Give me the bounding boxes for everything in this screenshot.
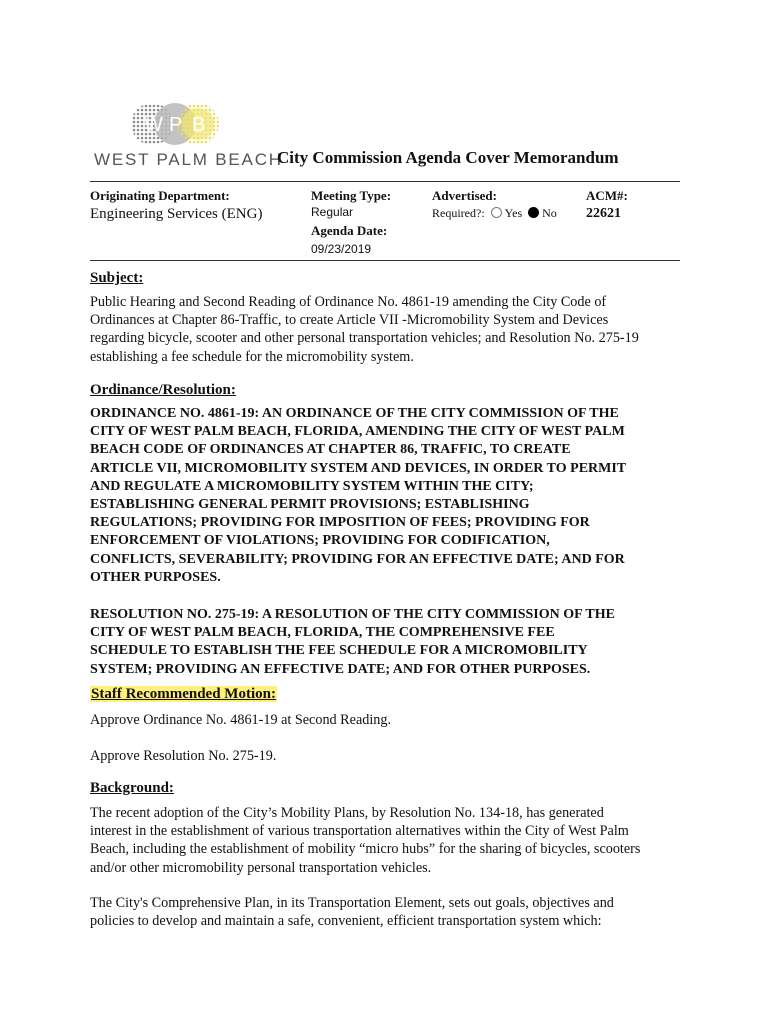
resolution-line: SYSTEM; PROVIDING AN EFFECTIVE DATE; AND FOR OTHER PURPOSES. bbox=[90, 661, 591, 677]
subject-line: Ordinances at Chapter 86-Traffic, to create Article VII -Micromobility System and Devices bbox=[90, 312, 609, 329]
background-line: The recent adoption of the City’s Mobility Plans, by Resolution No. 134-18, has generated bbox=[90, 805, 604, 821]
subject-line: Public Hearing and Second Reading of Ordinance No. 4861-19 amending the City Code of bbox=[90, 294, 607, 310]
originating-department-label: Originating Department: bbox=[90, 188, 230, 203]
ordinance-line: BEACH CODE OF ORDINANCES AT CHAPTER 86, TRAFFIC, TO CREATE bbox=[90, 442, 571, 458]
logo-letter-w: W bbox=[144, 114, 163, 136]
resolution-line: RESOLUTION NO. 275-19: A RESOLUTION OF THE CITY COMMISSION OF THE bbox=[90, 607, 615, 622]
advertised-required-row bbox=[432, 206, 557, 221]
subject-text bbox=[90, 293, 690, 366]
acm-label: ACM#: bbox=[586, 188, 628, 203]
background-heading: Background: bbox=[90, 780, 174, 796]
background-paragraph bbox=[90, 804, 690, 877]
staff-motion-heading-text: Staff Recommended Motion: bbox=[91, 686, 276, 702]
ordinance-resolution-heading: Ordinance/Resolution: bbox=[90, 382, 236, 398]
ordinance-line: CITY OF WEST PALM BEACH, FLORIDA, AMENDING THE CITY OF WEST PALM bbox=[90, 424, 625, 440]
staff-motion-line: Approve Resolution No. 275-19. bbox=[90, 748, 277, 764]
resolution-line: CITY OF WEST PALM BEACH, FLORIDA, THE COMPREHENSIVE FEE bbox=[90, 625, 555, 641]
background-paragraph bbox=[90, 894, 690, 930]
subject-line: establishing a fee schedule for the micromobility system. bbox=[90, 348, 414, 365]
logo-wordmark: WEST PALM BEACH bbox=[94, 150, 283, 169]
ordinance-line: ENFORCEMENT OF VIOLATIONS; PROVIDING FOR CODIFICATION, bbox=[90, 533, 550, 549]
radio-yes[interactable] bbox=[491, 207, 502, 218]
ordinance-line: CONFLICTS, SEVERABILITY; PROVIDING FOR AN EFFECTIVE DATE; AND FOR bbox=[90, 551, 625, 567]
ordinance-line: ARTICLE VII, MICROMOBILITY SYSTEM AND DEVICES, IN ORDER TO PERMIT bbox=[90, 460, 627, 476]
background-line: The City's Comprehensive Plan, in its Transportation Element, sets out goals, objectives and bbox=[90, 895, 614, 911]
ordinance-line: REGULATIONS; PROVIDING FOR IMPOSITION OF FEES; PROVIDING FOR bbox=[90, 515, 590, 531]
logo-letter-b: B bbox=[192, 114, 206, 136]
subject-heading: Subject: bbox=[90, 270, 144, 286]
staff-motion-line: Approve Ordinance No. 4861-19 at Second Reading. bbox=[90, 712, 392, 728]
resolution-text bbox=[90, 606, 690, 679]
document-title: City Commission Agenda Cover Memorandum bbox=[277, 148, 619, 167]
subject-line: regarding bicycle, scooter and other personal transportation vehicles; and Resolution No. 275-19 bbox=[90, 330, 639, 347]
ordinance-line: OTHER PURPOSES. bbox=[90, 569, 221, 585]
logo-letter-p: P bbox=[169, 114, 183, 136]
staff-motion-heading bbox=[90, 686, 277, 703]
header-bottom-rule bbox=[90, 260, 680, 261]
meeting-type-label: Meeting Type: bbox=[311, 188, 392, 203]
resolution-line: SCHEDULE TO ESTABLISH THE FEE SCHEDULE FOR A MICROMOBILITY bbox=[90, 643, 588, 659]
background-line: and/or other micromobility personal transportation vehicles. bbox=[90, 859, 432, 876]
background-line: Beach, including the establishment of mobility “micro hubs” for the sharing of bicycles, scooters bbox=[90, 841, 641, 858]
no-label: No bbox=[542, 206, 557, 220]
ordinance-line: ORDINANCE NO. 4861-19: AN ORDINANCE OF THE CITY COMMISSION OF THE bbox=[90, 406, 619, 421]
background-line: interest in the establishment of various transportation alternatives within the City of West Palm bbox=[90, 823, 629, 840]
advertised-label: Advertised: bbox=[432, 188, 497, 203]
agenda-date-label: Agenda Date: bbox=[311, 223, 388, 238]
originating-department-value: Engineering Services (ENG) bbox=[90, 206, 263, 222]
radio-no[interactable] bbox=[528, 207, 539, 218]
ordinance-line: AND REGULATE A MICROMOBILITY SYSTEM WITHIN THE CITY; bbox=[90, 478, 534, 494]
background-line: policies to develop and maintain a safe, convenient, efficient transportation system which: bbox=[90, 913, 602, 930]
ordinance-text bbox=[90, 405, 690, 587]
yes-label: Yes bbox=[504, 206, 523, 220]
ordinance-line: ESTABLISHING GENERAL PERMIT PROVISIONS; ESTABLISHING bbox=[90, 497, 530, 513]
acm-number: 22621 bbox=[586, 206, 621, 221]
agenda-date-value: 09/23/2019 bbox=[311, 242, 372, 256]
meeting-type-value: Regular bbox=[311, 205, 354, 219]
required-label: Required?: bbox=[432, 206, 485, 220]
header-top-rule bbox=[90, 181, 680, 182]
